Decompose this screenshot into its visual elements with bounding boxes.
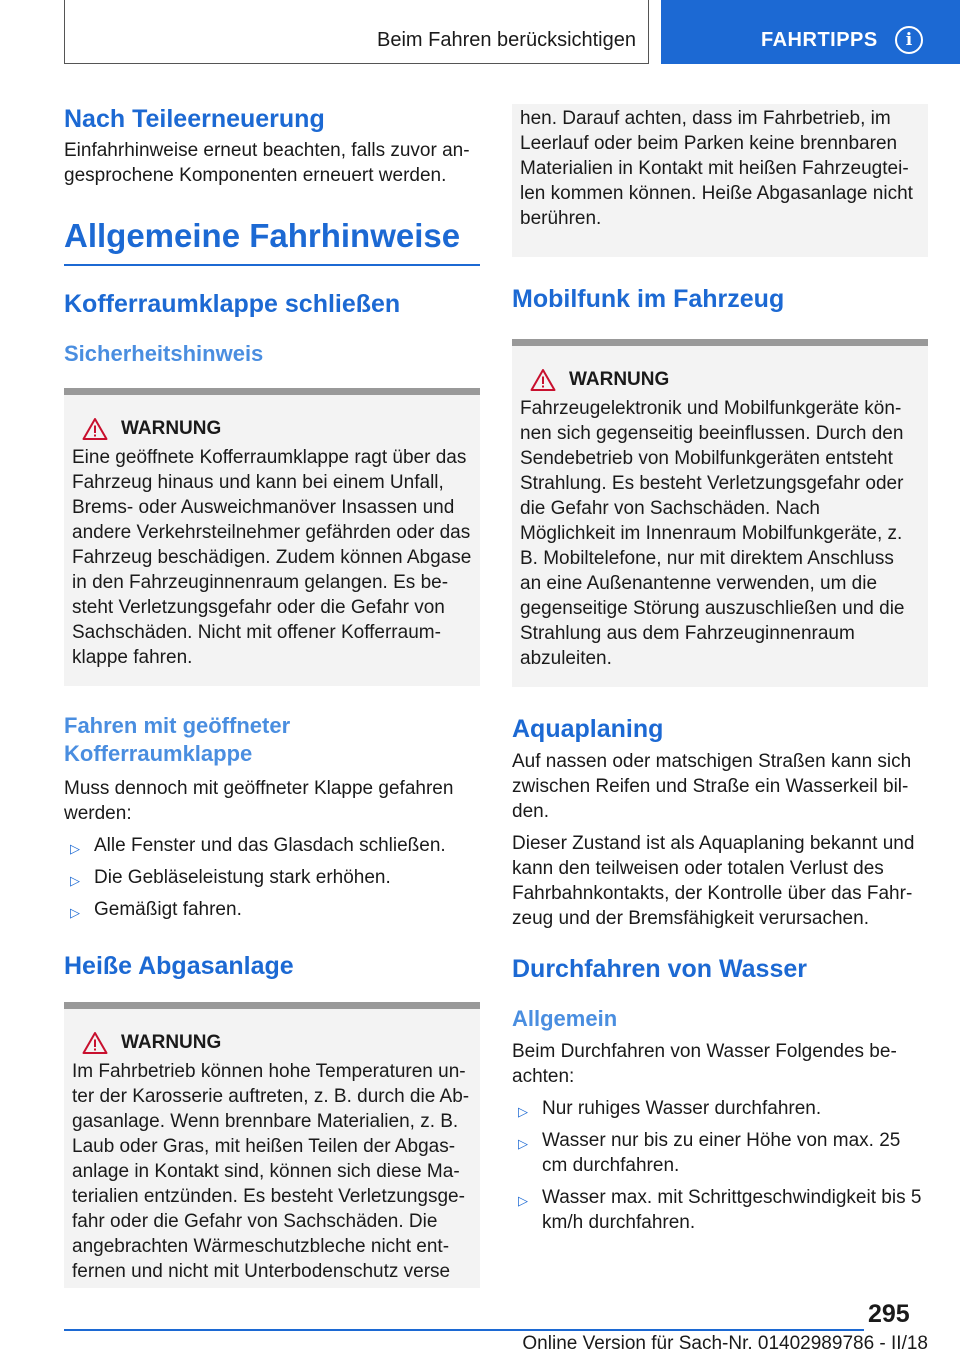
paragraph-open-trunk: Muss dennoch mit geöffneter Klappe gefahren werden: [64, 778, 454, 824]
heading-aquaplaning: Aquaplaning [512, 715, 664, 743]
paragraph-aquaplaning-1: Auf nassen oder matschigen Straßen kann sich zwischen Reifen und Straße ein Wasserkeil bilden. [512, 751, 912, 822]
info-icon: i [895, 26, 923, 54]
warning-label: WARNUNG [121, 1032, 222, 1053]
heading-hot-exhaust: Heiße Abgasanlage [64, 952, 294, 980]
list-item: ▷ Wasser nur bis zu einer Höhe von max. 25 cm durchfahren. [518, 1130, 901, 1176]
heading-general: Allgemein [512, 1006, 618, 1031]
list-item: ▷ Gemäßigt fahren. [64, 897, 480, 922]
triangle-bullet-icon: ▷ [518, 1104, 528, 1119]
heading-water-crossing: Durchfahren von Wasser [512, 955, 807, 983]
list-open-trunk [64, 833, 480, 922]
warning-triangle-icon [82, 1031, 108, 1055]
triangle-bullet-icon: ▷ [70, 873, 80, 888]
header-section-box [64, 0, 649, 64]
left-column [64, 104, 480, 1288]
warning-label: WARNUNG [569, 369, 670, 390]
right-column [512, 104, 928, 1235]
heading-general-driving: Allgemeine Fahrhinweise [64, 216, 480, 266]
warning-text-mobile: Fahrzeugelektronik und Mobilfunkgeräte können sich gegenseitig beeinflussen. Durch den Sendebetrieb von Mobilfunkgeräten entsteht Strahlung. Es besteht Verletzungsgefahr oder die Gefahr von Sachschäden. Nach Möglichkeit im Innenraum Mobilfunkgeräte, z. B. Mobiltelefone, nur mit direktem Anschluss an eine Außenantenne verwenden, um die gegenseitige Störung auszuschließen und die Strahlung aus dem Fahrzeuginnenraum abzuleiten. [520, 398, 905, 669]
warning-box-exhaust-continued [512, 104, 928, 257]
list-item: ▷ Wasser max. mit Schrittgeschwindigkeit bis 5 km/h durchfahren. [518, 1187, 922, 1233]
triangle-bullet-icon: ▷ [70, 841, 80, 856]
page-number: 295 [868, 1300, 910, 1328]
triangle-bullet-icon: ▷ [70, 905, 80, 920]
warning-box-mobile [512, 339, 928, 687]
heading-safety-note: Sicherheitshinweis [64, 341, 264, 366]
warning-text-trunk: Eine geöffnete Kofferraumklappe ragt über das Fahrzeug hinaus und kann bei einem Unfall, Brems- oder Ausweichmanöver Insassen und andere Verkehrsteilnehmer gefährden oder das Fahrzeug beschädigen. Zudem können Abgase in den Fahrzeuginnenraum gelangen. Es besteht Verletzungsgefahr oder die Gefahr von Sachschäden. Nicht mit offener Kofferraumklappe fahren. [72, 447, 472, 668]
paragraph-aquaplaning-2: Dieser Zustand ist als Aquaplaning bekannt und kann den teilweisen oder totalen Verlust des Fahrbahnkontakts, der Kontrolle über das Fahrzeug und der Bremsfähigkeit verursachen. [512, 833, 915, 929]
paragraph-water: Beim Durchfahren von Wasser Folgendes beachten: [512, 1041, 897, 1087]
list-item: ▷ Die Gebläseleistung stark erhöhen. [64, 865, 480, 890]
warning-triangle-icon [82, 417, 108, 441]
footer-online-version: Online Version für Sach-Nr. 01402989786 - II/18 [522, 1333, 928, 1354]
triangle-bullet-icon: ▷ [518, 1136, 528, 1151]
header-chapter-tab [661, 0, 960, 64]
warning-title [72, 417, 472, 441]
header-chapter-title: FAHRTIPPS [761, 29, 878, 51]
warning-text-exhaust-continued: hen. Darauf achten, dass im Fahrbetrieb, im Leerlauf oder beim Parken keine brennbaren Materialien in Kontakt mit heißen Fahrzeugteilen kommen können. Heiße Abgasanlage nicht berühren. [520, 108, 913, 229]
list-water [512, 1096, 928, 1235]
heading-mobile-phone: Mobilfunk im Fahrzeug [512, 285, 785, 313]
paragraph-after-parts: Einfahrhinweise erneut beachten, falls zuvor angesprochene Komponenten erneuert werden. [64, 140, 470, 186]
header-section-title: Beim Fahren berücksichtigen [376, 29, 636, 51]
heading-trunk-close: Kofferraumklappe schließen [64, 290, 401, 318]
list-item: ▷ Nur ruhiges Wasser durchfahren. [512, 1096, 928, 1121]
heading-open-trunk: Fahren mit geöffneter Kofferraumklappe [64, 713, 291, 766]
triangle-bullet-icon: ▷ [518, 1193, 528, 1208]
warning-text-exhaust: Im Fahrbetrieb können hohe Temperaturen unter der Karosserie auftreten, z. B. durch die Abgasanlage. Wenn brennbare Materialien, z. B. Laub oder Gras, mit heißen Teilen der Abgasanlage in Kontakt sind, können sich diese Materialien entzünden. Es besteht Verletzungsgefahr oder die Gefahr von Sachschäden. Die angebrachten Wärmeschutzbleche nicht entfernen und nicht mit Unterbodenschutz verse [72, 1061, 470, 1282]
warning-label: WARNUNG [121, 418, 222, 439]
warning-box-trunk [64, 388, 480, 686]
footer-divider [64, 1329, 864, 1331]
warning-box-exhaust [64, 1002, 480, 1288]
warning-triangle-icon [530, 368, 556, 392]
warning-title [520, 368, 920, 392]
warning-title [72, 1031, 472, 1055]
heading-after-parts: Nach Teileerneuerung [64, 105, 325, 133]
list-item: ▷ Alle Fenster und das Glasdach schließen. [64, 833, 480, 858]
